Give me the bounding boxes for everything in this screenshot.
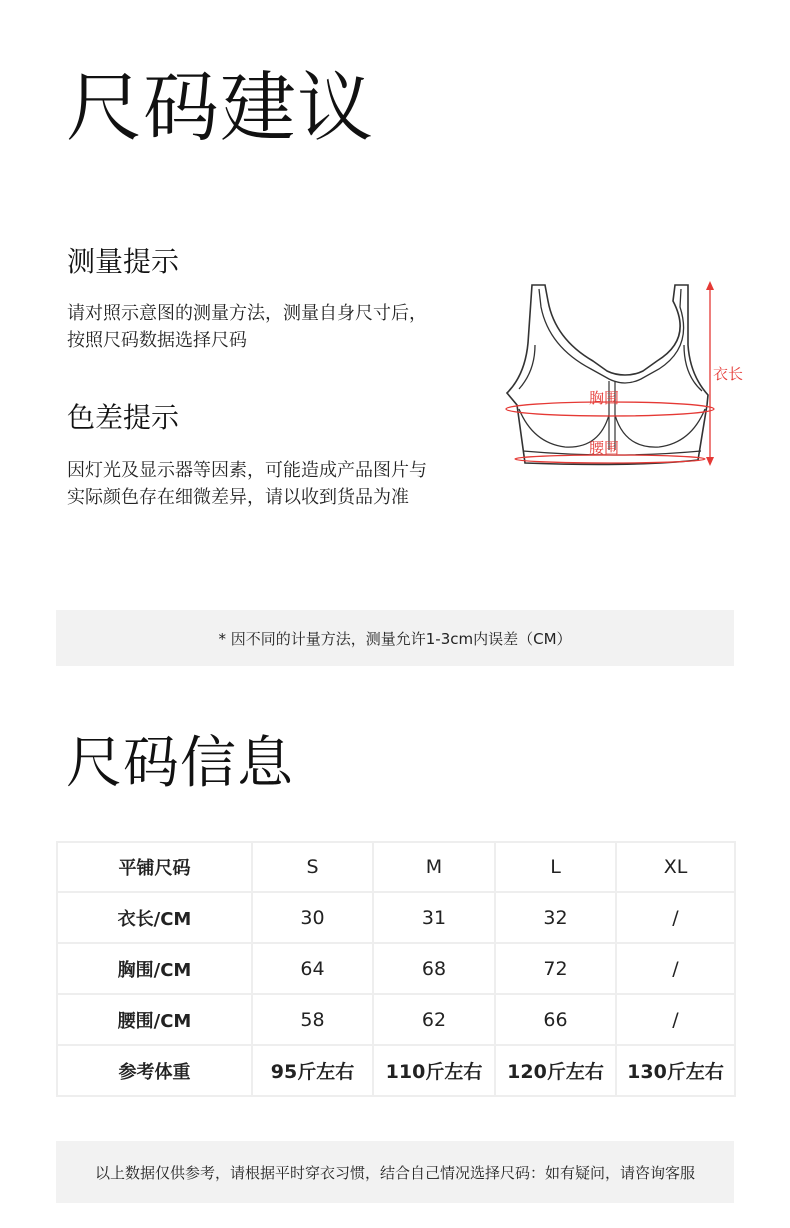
table-cell: 66 — [495, 994, 616, 1045]
table-cell: 110斤左右 — [373, 1045, 495, 1096]
table-row-label: 衣长/CM — [57, 892, 252, 943]
table-row — [57, 892, 735, 943]
advice-title: 尺码建议 — [66, 63, 374, 152]
color-tip-line: 因灯光及显示器等因素，可能造成产品图片与 — [67, 460, 427, 481]
table-cell: 130斤左右 — [616, 1045, 735, 1096]
table-cell: 62 — [373, 994, 495, 1045]
table-cell: 120斤左右 — [495, 1045, 616, 1096]
measure-tip-line: 按照尺码数据选择尺码 — [67, 330, 247, 351]
table-header-cell: 平铺尺码 — [57, 842, 252, 892]
color-tip-title: 色差提示 — [67, 401, 180, 434]
measure-tip-text — [67, 300, 487, 354]
table-row-label: 腰围/CM — [57, 994, 252, 1045]
size-table — [56, 841, 736, 1097]
table-cell: 32 — [495, 892, 616, 943]
color-tip-text — [67, 457, 487, 511]
footer-note: 以上数据仅供参考，请根据平时穿衣习惯，结合自己情况选择尺码：如有疑问，请咨询客服 — [56, 1141, 734, 1203]
table-cell: 64 — [252, 943, 373, 994]
table-cell: 95斤左右 — [252, 1045, 373, 1096]
tolerance-note: * 因不同的计量方法，测量允许1-3cm内误差（CM） — [56, 610, 734, 666]
table-header-row — [57, 842, 735, 892]
table-row-label: 参考体重 — [57, 1045, 252, 1096]
measure-tip-title: 测量提示 — [67, 245, 180, 278]
table-cell: 31 — [373, 892, 495, 943]
table-row — [57, 943, 735, 994]
table-header-cell: M — [373, 842, 495, 892]
chest-label: 胸围 — [589, 389, 620, 407]
table-row — [57, 994, 735, 1045]
table-cell: / — [616, 892, 735, 943]
table-cell: / — [616, 994, 735, 1045]
info-title: 尺码信息 — [66, 731, 294, 796]
table-header-cell: S — [252, 842, 373, 892]
length-arrow-head-top — [706, 281, 714, 290]
waist-label: 腰围 — [589, 439, 620, 457]
table-header-cell: XL — [616, 842, 735, 892]
color-tip-line: 实际颜色存在细微差异，请以收到货品为准 — [67, 487, 409, 508]
length-label: 衣长 — [713, 365, 744, 383]
length-arrow-head-bottom — [706, 457, 714, 466]
table-cell: / — [616, 943, 735, 994]
table-row — [57, 1045, 735, 1096]
table-header-cell: L — [495, 842, 616, 892]
table-cell: 30 — [252, 892, 373, 943]
measure-tip-line: 请对照示意图的测量方法，测量自身尺寸后， — [67, 303, 427, 324]
table-cell: 72 — [495, 943, 616, 994]
table-row-label: 胸围/CM — [57, 943, 252, 994]
table-cell: 68 — [373, 943, 495, 994]
table-cell: 58 — [252, 994, 373, 1045]
garment-inner-line — [539, 289, 684, 383]
